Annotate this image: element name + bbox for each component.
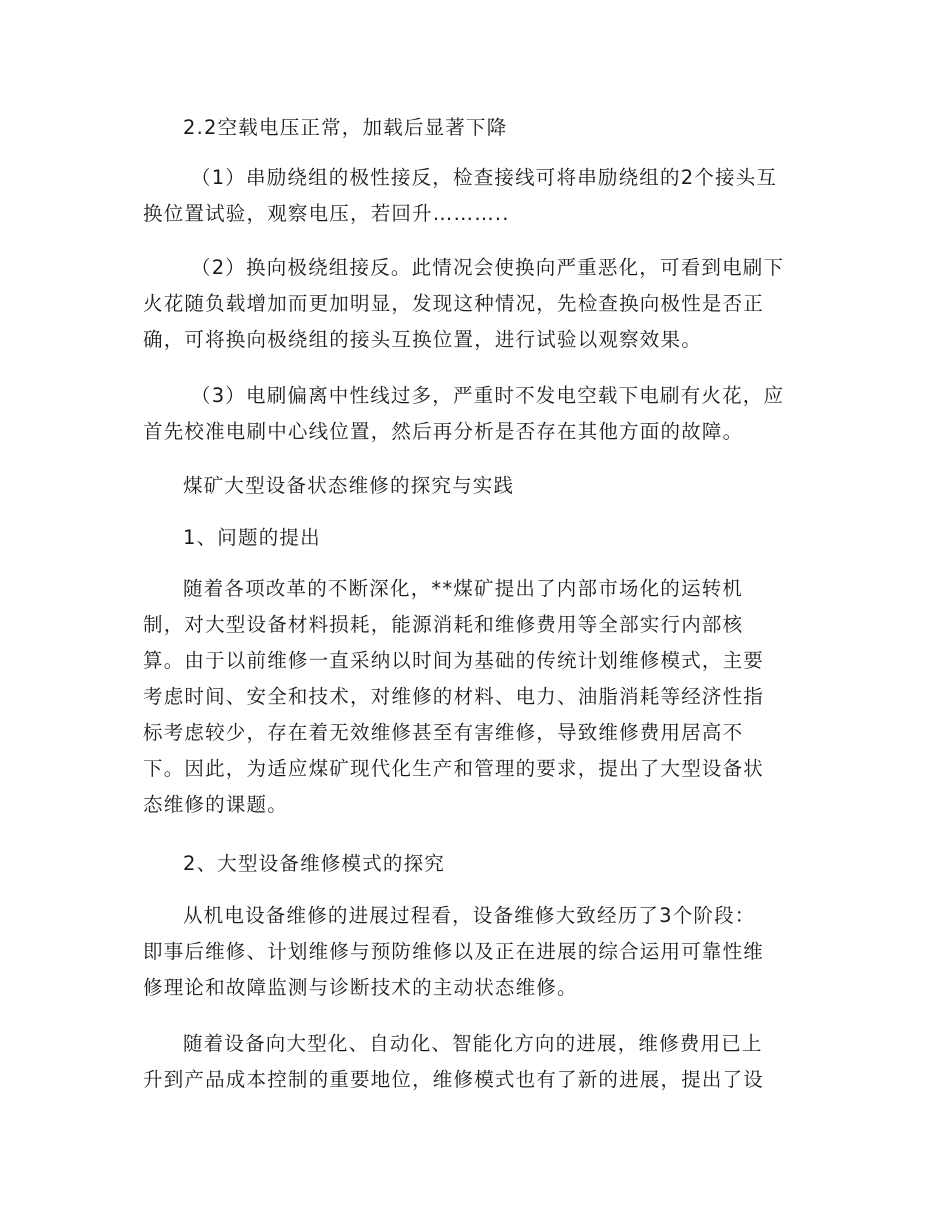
text-line: 确，可将换向极绕组的接头互换位置，进行试验以观察效果。 <box>143 328 702 351</box>
paragraph-item-2 <box>143 250 808 358</box>
text-line: 2、大型设备维修模式的探究 <box>183 852 446 875</box>
text-line: （2）换向极绕组接反。此情况会使换向严重恶化，可看到电刷下 <box>191 256 785 279</box>
text-line: 2.2空载电压正常，加载后显著下降 <box>183 116 508 139</box>
text-line: 下。因此，为适应煤矿现代化生产和管理的要求，提出了大型设备状 <box>143 757 765 780</box>
text-line: 修理论和故障监测与诊断技术的主动状态维修。 <box>143 976 578 999</box>
article-title <box>143 468 808 504</box>
text-line: 标考虑较少，存在着无效维修甚至有害维修，导致维修费用居高不 <box>143 721 744 744</box>
text-line: 首先校准电刷中心线位置，然后再分析是否存在其他方面的故障。 <box>143 420 744 443</box>
paragraph-body-1 <box>143 571 808 823</box>
text-line: 随着设备向大型化、自动化、智能化方向的进展，维修费用已上 <box>183 1032 763 1055</box>
text-line: （3）电刷偏离中性线过多，严重时不发电空载下电刷有火花，应 <box>191 384 785 407</box>
text-line: 升到产品成本控制的重要地位，维修模式也有了新的进展，提出了设 <box>143 1068 765 1091</box>
paragraph-body-3 <box>143 1026 808 1098</box>
section-heading-2-2 <box>143 110 808 146</box>
text-line: 煤矿大型设备状态维修的探究与实践 <box>183 474 515 497</box>
text-line: 态维修的课题。 <box>143 793 288 816</box>
paragraph-item-3 <box>143 378 808 450</box>
text-line: 换位置试验，观察电压，若回升……….. <box>143 202 510 225</box>
section-heading-2 <box>143 846 808 882</box>
text-line: （1）串励绕组的极性接反，检查接线可将串励绕组的2个接头互 <box>191 166 778 189</box>
paragraph-item-1 <box>143 160 808 232</box>
text-line: 算。由于以前维修一直采纳以时间为基础的传统计划维修模式，主要 <box>143 649 765 672</box>
text-line: 制，对大型设备材料损耗，能源消耗和维修费用等全部实行内部核 <box>143 613 744 636</box>
section-heading-1 <box>143 520 808 556</box>
text-line: 从机电设备维修的进展过程看，设备维修大致经历了3个阶段： <box>183 904 756 927</box>
text-line: 火花随负载增加而更加明显，发现这种情况，先检查换向极性是否正 <box>143 292 765 315</box>
paragraph-body-2 <box>143 898 808 1006</box>
text-line: 随着各项改革的不断深化，**煤矿提出了内部市场化的运转机 <box>183 577 744 600</box>
text-line: 考虑时间、安全和技术，对维修的材料、电力、油脂消耗等经济性指 <box>143 685 765 708</box>
text-line: 即事后维修、计划维修与预防维修以及正在进展的综合运用可靠性维 <box>143 940 765 963</box>
text-line: 1、问题的提出 <box>183 526 321 549</box>
